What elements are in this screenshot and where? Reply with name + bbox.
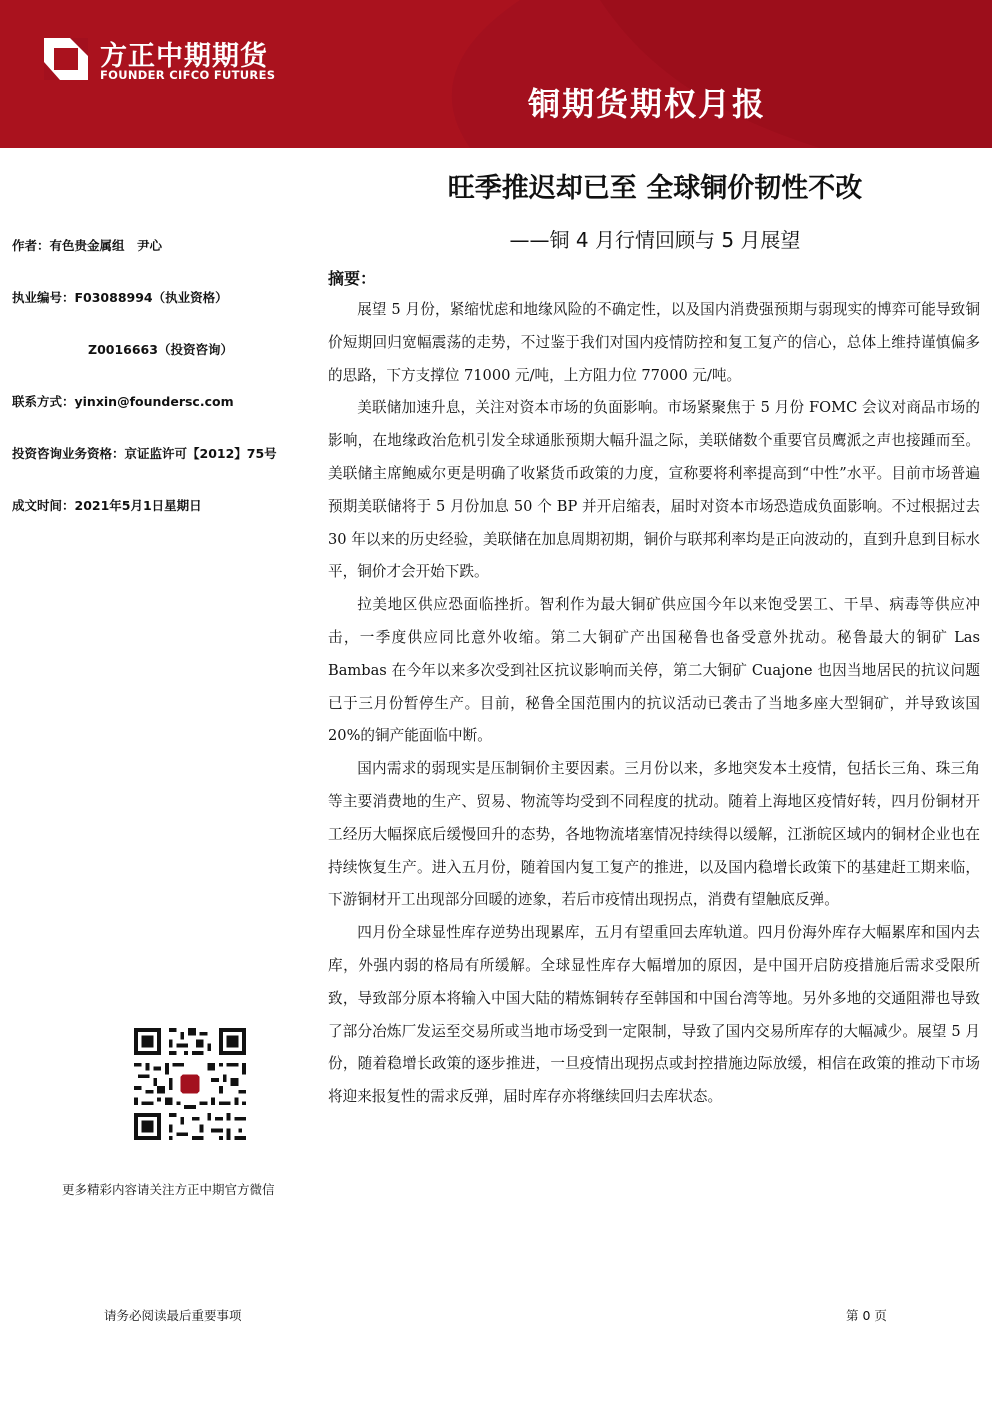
paragraph: 展望 5 月份，紧缩忧虑和地缘风险的不确定性，以及国内消费强预期与弱现实的博弈可能导致铜价短期回归宽幅震荡的走势，不过鉴于我们对国内疫情防控和复工复产的信心，总体上维持谨慎偏多的思路，下方支撑位 71000 元/吨，上方阻力位 77000 元/吨。 [328, 301, 980, 384]
company-name-cn: 方正中期期货 [100, 41, 268, 72]
abstract-body [328, 294, 980, 1114]
license-number: 执业编号：F03088994（执业资格） [12, 290, 228, 305]
abstract-heading: 摘要： [328, 269, 377, 288]
page-number: 第 0 页 [846, 1308, 887, 1323]
qualification-info: 投资咨询业务资格：京证监许可【2012】75号 [12, 446, 277, 461]
footer-notice: 请务必阅读最后重要事项 [104, 1308, 242, 1323]
license-number-advisory: Z0016663（投资咨询） [88, 342, 233, 357]
wechat-qr-code [134, 1028, 246, 1140]
founder-logo-icon [40, 36, 92, 82]
paragraph: 国内需求的弱现实是压制铜价主要因素。三月份以来，多地突发本土疫情，包括长三角、珠三角等主要消费地的生产、贸易、物流等均受到不同程度的扰动。随着上海地区疫情好转，四月份铜材开工经历大幅探底后缓慢回升的态势，各地物流堵塞情况持续得以缓解，江浙皖区域内的铜材企业也在持续恢复生产。进入五月份，随着国内复工复产的推进，以及国内稳增长政策下的基建赶工期来临，下游铜材开工出现部分回暖的迹象，若后市疫情出现拐点，消费有望触底反弹。 [328, 760, 980, 909]
author-info: 作者：有色贵金属组 尹心 [12, 238, 163, 253]
company-name-en: FOUNDER CIFCO FUTURES [100, 68, 276, 82]
paragraph: 拉美地区供应恐面临挫折。智利作为最大铜矿供应国今年以来饱受罢工、干旱、病毒等供应冲击，一季度供应同比意外收缩。第二大铜矿产出国秘鲁也备受意外扰动。秘鲁最大的铜矿 Las Bambas 在今年以来多次受到社区抗议影响而关停，第二大铜矿 Cuajone 也因当地居民的抗议问题已于三月份暂停生产。目前，秘鲁全国范围内的抗议活动已袭击了当地多座大型铜矿，并导致该国 20%的铜产能面临中断。 [328, 596, 980, 745]
report-type-title: 铜期货期权月报 [527, 85, 766, 123]
paragraph: 四月份全球显性库存逆势出现累库，五月有望重回去库轨道。四月份海外库存大幅累库和国内去库，外强内弱的格局有所缓解。全球显性库存大幅增加的原因，是中国开启防疫措施后需求受限所致，导致部分原本将输入中国大陆的精炼铜转存至韩国和中国台湾等地。另外多地的交通阻滞也导致了部分冶炼厂发运至交易所或当地市场受到一定限制，导致了国内交易所库存的大幅减少。展望 5 月份，随着稳增长政策的逐步推进，一旦疫情出现拐点或封控措施边际放缓，相信在政策的推动下市场将迎来报复性的需求反弹，届时库存亦将继续回归去库状态。 [328, 924, 980, 1106]
contact-info: 联系方式：yinxin@foundersc.com [12, 394, 234, 409]
date-info: 成文时间：2021年5月1日星期日 [12, 498, 202, 513]
header-banner [0, 0, 992, 148]
qr-caption: 更多精彩内容请关注方正中期官方微信 [62, 1182, 275, 1197]
report-subtitle: ——铜 4 月行情回顾与 5 月展望 [509, 228, 801, 252]
report-title: 旺季推迟却已至 全球铜价韧性不改 [447, 173, 863, 204]
paragraph: 美联储加速升息，关注对资本市场的负面影响。市场紧聚焦于 5 月份 FOMC 会议对商品市场的影响，在地缘政治危机引发全球通胀预期大幅升温之际，美联储数个重要官员鹰派之声也接踵而至。美联储主席鲍威尔更是明确了收紧货币政策的力度，宣称要将利率提高到“中性”水平。目前市场普遍预期美联储将于 5 月份加息 50 个 BP 并开启缩表，届时对资本市场恐造成负面影响。不过根据过去 30 年以来的历史经验，美联储在加息周期初期，铜价与联邦利率均是正向波动的，直到升息到目标水平，铜价才会开始下跌。 [328, 399, 980, 581]
